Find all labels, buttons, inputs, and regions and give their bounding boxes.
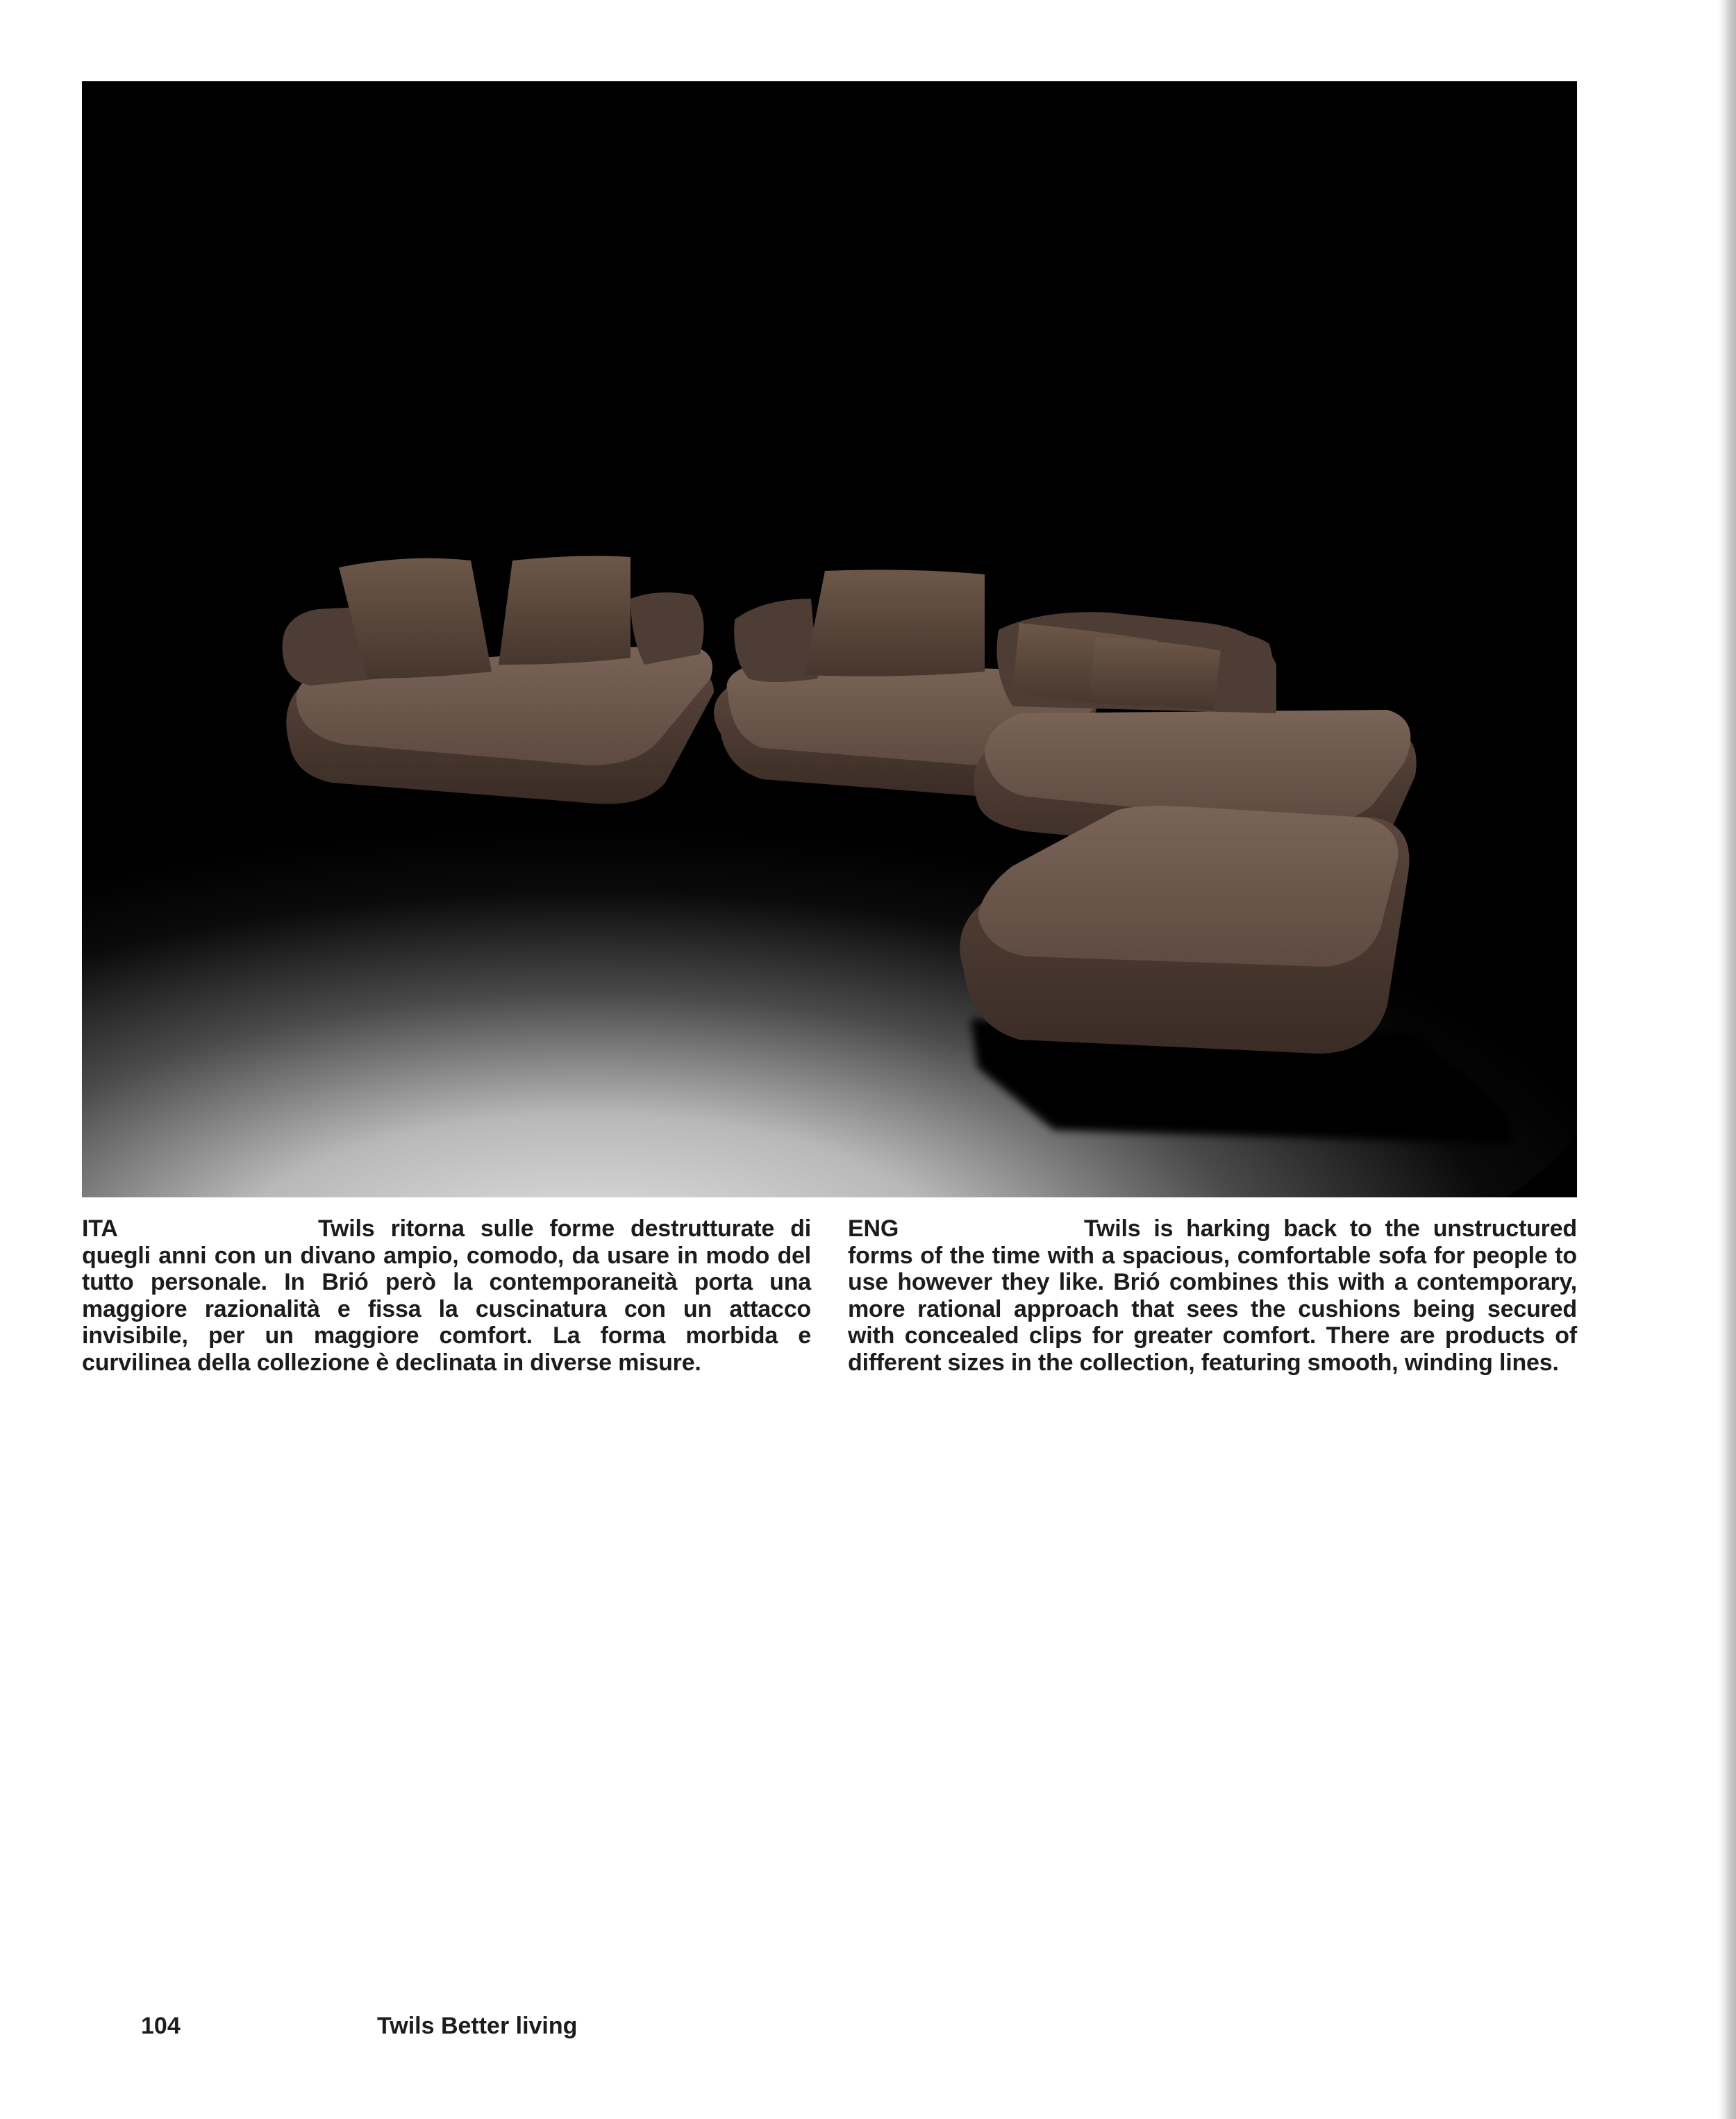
sofa-illustration <box>82 81 1577 1197</box>
running-title: Twils Better living <box>377 2013 578 2039</box>
product-photo-sofa <box>82 81 1577 1197</box>
text-column-english <box>848 1215 1577 1376</box>
language-label-eng: ENG <box>848 1215 899 1242</box>
page-number: 104 <box>141 2013 181 2039</box>
body-text-eng: Twils is harking back to the unstructured forms of the time with a spacious, comfortable sofa for people to use however they like. Brió combines this with a contemporary, more rational approach that sees the cushions being secured with concealed clips for greater comfort. There are products of different sizes in the collection, featuring smooth, winding lines. <box>848 1215 1577 1376</box>
language-label-ita: ITA <box>82 1215 118 1242</box>
text-column-italian <box>82 1215 811 1376</box>
page-edge-shadow <box>1718 0 1736 2119</box>
body-text-ita: Twils ritorna sulle forme destrutturate di quegli anni con un divano ampio, comodo, da usare in modo del tutto personale. In Brió però la contemporaneità porta una maggiore razionalità e fissa la cuscinatura con un attacco invisibile, per un maggiore comfort. La forma morbida e curvilinea della collezione è declinata in diverse misure. <box>82 1215 811 1376</box>
